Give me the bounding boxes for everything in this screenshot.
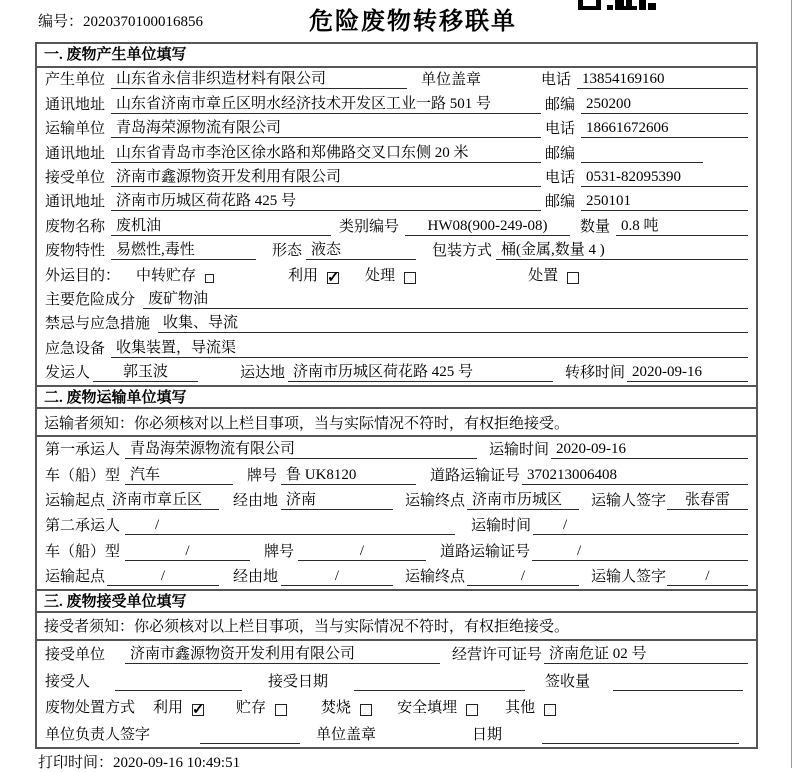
route-end-value: / bbox=[467, 568, 579, 586]
row-carrier2 bbox=[37, 513, 756, 538]
purpose-option-treat bbox=[365, 264, 416, 285]
signed-qty-label: 签收量 bbox=[545, 673, 591, 690]
transfer-time-value: 2020-09-16 bbox=[627, 364, 748, 382]
section2-header: 二. 废物运输单位填写 bbox=[37, 385, 756, 409]
landfill-checkbox bbox=[466, 704, 478, 716]
transporter-label: 运输单位 bbox=[45, 121, 106, 138]
equipment-label: 应急设备 bbox=[45, 340, 106, 357]
row-waste-properties bbox=[37, 239, 756, 263]
transporter-value: 青岛海荣源物流有限公司 bbox=[111, 116, 541, 138]
serial-label: 编号： bbox=[38, 14, 84, 30]
checkbox-label: 其他 bbox=[505, 700, 536, 717]
equipment-value: 收集装置，导流渠 bbox=[111, 336, 748, 358]
row-disposal-method bbox=[37, 694, 756, 721]
receiver-notice: 接受者须知：你必须核对以上栏目事项，当与实际情况不符时，有权拒绝接受。 bbox=[37, 613, 756, 641]
carrier-sign-label: 运输人签字 bbox=[591, 492, 667, 509]
responsible-sign-value bbox=[200, 727, 300, 744]
form-state-label: 形态 bbox=[272, 243, 303, 260]
purpose-label: 外运目的： bbox=[45, 267, 121, 284]
section3-header: 三. 废物接受单位填写 bbox=[37, 589, 756, 613]
purpose-option-storage bbox=[136, 264, 214, 285]
address-label: 通讯地址 bbox=[45, 145, 106, 162]
waste-name-value: 废机油 bbox=[111, 214, 331, 236]
page-title: 危险废物转移联单 bbox=[309, 9, 517, 35]
route-start-value: 济南市章丘区 bbox=[107, 488, 219, 510]
taboo-value: 收集、导流 bbox=[158, 311, 748, 333]
manifest-form-table bbox=[35, 42, 758, 749]
taboo-label: 禁忌与应急措施 bbox=[45, 316, 151, 333]
checkbox-label: 处置 bbox=[528, 267, 559, 284]
transport-time-value: / bbox=[533, 517, 748, 535]
disposal-option-landfill bbox=[397, 696, 478, 717]
receiver-address-value: 济南市历城区荷花路 425 号 bbox=[111, 189, 541, 211]
transporter-zip-value bbox=[581, 146, 703, 163]
transport-time-label: 运输时间 bbox=[471, 518, 532, 535]
road-license-value: 370213006408 bbox=[522, 467, 748, 485]
hazard-value: 废矿物油 bbox=[143, 287, 748, 309]
route-start-label: 运输起点 bbox=[45, 492, 106, 509]
carrier-sign-label: 运输人签字 bbox=[591, 568, 667, 585]
waste-props-value: 易燃性,毒性 bbox=[111, 238, 256, 260]
carrier1-label: 第一承运人 bbox=[45, 442, 121, 459]
carrier-sign-value: / bbox=[667, 568, 748, 586]
road-license-label: 道路运输证号 bbox=[430, 467, 521, 484]
row-transporter-address bbox=[37, 141, 756, 165]
other-checkbox bbox=[544, 704, 556, 716]
purpose-option-dispose bbox=[528, 264, 579, 285]
producer-zip-value: 250200 bbox=[581, 96, 748, 114]
dispatcher-label: 发运人 bbox=[45, 365, 91, 382]
checkbox-label: 贮存 bbox=[236, 700, 267, 717]
row-dispatcher bbox=[37, 361, 756, 385]
transport-time-label: 运输时间 bbox=[489, 442, 550, 459]
responsible-sign-label: 单位负责人签字 bbox=[45, 726, 151, 743]
checkbox-label: 利用 bbox=[153, 700, 184, 717]
row-transporter bbox=[37, 117, 756, 141]
plate-value: / bbox=[298, 543, 426, 561]
receiver-label: 接受单位 bbox=[45, 169, 106, 186]
carrier-sign-value: 张春雷 bbox=[667, 488, 748, 510]
print-time-value: 2020-09-16 10:49:51 bbox=[113, 755, 241, 771]
quantity-value: 0.8 吨 bbox=[616, 214, 748, 236]
address-label: 通讯地址 bbox=[45, 96, 106, 113]
signed-qty-value bbox=[613, 674, 743, 691]
accept-date-value bbox=[354, 674, 525, 691]
treat-checkbox bbox=[404, 272, 416, 284]
row-route1 bbox=[37, 488, 756, 513]
destination-value: 济南市历城区荷花路 425 号 bbox=[288, 360, 553, 382]
storage-checkbox bbox=[205, 274, 214, 283]
address-label: 通讯地址 bbox=[45, 194, 106, 211]
transfer-time-label: 转移时间 bbox=[565, 365, 626, 382]
utilize-checkbox bbox=[327, 272, 339, 284]
disposal-option-store bbox=[236, 696, 287, 717]
row-emergency-equipment bbox=[37, 336, 756, 360]
receiver-zip-value: 250101 bbox=[581, 193, 748, 211]
row-route2 bbox=[37, 564, 756, 589]
route-end-label: 运输终点 bbox=[405, 568, 466, 585]
carrier1-value: 青岛海荣源物流有限公司 bbox=[125, 437, 477, 459]
row-receiver-address bbox=[37, 190, 756, 214]
serial-value: 2020370100016856 bbox=[83, 14, 204, 30]
utilize-checkbox bbox=[192, 704, 204, 716]
packaging-label: 包装方式 bbox=[432, 243, 493, 260]
incinerate-checkbox bbox=[360, 704, 372, 716]
row-taboo-measures bbox=[37, 312, 756, 336]
form-state-value: 液态 bbox=[306, 238, 416, 260]
disposal-option-other bbox=[505, 696, 556, 717]
page-right-edge bbox=[791, 0, 792, 768]
vehicle-type-value: 汽车 bbox=[125, 463, 233, 485]
road-license-label: 道路运输证号 bbox=[440, 543, 531, 560]
vehicle-type-value: / bbox=[125, 543, 250, 561]
receiving-unit-value: 济南市鑫源物资开发利用有限公司 bbox=[125, 642, 440, 664]
producer-value: 山东省永信非织造材料有限公司 bbox=[111, 67, 407, 89]
phone-label: 电话 bbox=[545, 169, 576, 186]
transporter-notice: 运输者须知：你必须核对以上栏目事项，当与实际情况不符时，有权拒绝接受。 bbox=[37, 409, 756, 437]
waste-name-label: 废物名称 bbox=[45, 218, 106, 235]
waste-code-label: 类别编号 bbox=[339, 218, 400, 235]
row-producer bbox=[37, 68, 756, 92]
transporter-phone-value: 18661672606 bbox=[581, 120, 748, 138]
receiver-value: 济南市鑫源物资开发利用有限公司 bbox=[111, 165, 541, 187]
producer-phone-value: 13854169160 bbox=[577, 71, 748, 89]
purpose-option-utilize bbox=[288, 264, 339, 285]
sign-date-label: 日期 bbox=[472, 726, 503, 743]
row-producer-address bbox=[37, 92, 756, 116]
destination-label: 运达地 bbox=[240, 365, 286, 382]
producer-label: 产生单位 bbox=[45, 72, 106, 89]
producer-address-value: 山东省济南市章丘区明水经济技术开发区工业一路 501 号 bbox=[111, 92, 541, 114]
quantity-label: 数量 bbox=[580, 218, 611, 235]
plate-label: 牌号 bbox=[264, 543, 295, 560]
section1-header: 一. 废物产生单位填写 bbox=[37, 44, 756, 68]
acceptor-label: 接受人 bbox=[45, 673, 91, 690]
seal-label: 单位盖章 bbox=[421, 72, 482, 89]
zip-label: 邮编 bbox=[545, 145, 576, 162]
route-via-value: / bbox=[281, 568, 393, 586]
route-end-value: 济南市历城区 bbox=[467, 488, 579, 510]
store-checkbox bbox=[275, 704, 287, 716]
route-via-value: 济南 bbox=[281, 488, 393, 510]
receiver-phone-value: 0531-82095390 bbox=[581, 169, 748, 187]
vehicle-type-label: 车（船）型 bbox=[45, 543, 121, 560]
route-start-value: / bbox=[107, 568, 219, 586]
zip-label: 邮编 bbox=[545, 96, 576, 113]
print-time bbox=[38, 751, 240, 772]
dispose-checkbox bbox=[567, 272, 579, 284]
zip-label: 邮编 bbox=[545, 194, 576, 211]
row-receiver bbox=[37, 166, 756, 190]
disposal-label: 废物处置方式 bbox=[45, 700, 136, 717]
row-carrier1 bbox=[37, 437, 756, 462]
qr-code-fragment bbox=[578, 0, 656, 10]
row-waste-name bbox=[37, 214, 756, 238]
business-license-value: 济南危证 02 号 bbox=[544, 642, 748, 664]
dispatcher-value: 郭玉波 bbox=[93, 360, 198, 382]
row-transfer-purpose bbox=[37, 263, 756, 287]
checkbox-label: 处理 bbox=[365, 267, 396, 284]
checkbox-label: 焚烧 bbox=[321, 700, 352, 717]
phone-label: 电话 bbox=[545, 121, 576, 138]
receiving-unit-label: 接受单位 bbox=[45, 647, 106, 664]
route-end-label: 运输终点 bbox=[405, 492, 466, 509]
row-receiving-unit bbox=[37, 641, 756, 668]
row-hazard-components bbox=[37, 288, 756, 312]
disposal-option-incinerate bbox=[321, 696, 372, 717]
waste-props-label: 废物特性 bbox=[45, 243, 106, 260]
route-via-label: 经由地 bbox=[233, 568, 279, 585]
hazard-label: 主要危险成分 bbox=[45, 291, 136, 308]
plate-label: 牌号 bbox=[247, 467, 278, 484]
route-start-label: 运输起点 bbox=[45, 568, 106, 585]
unit-seal-label: 单位盖章 bbox=[316, 726, 377, 743]
waste-code-value: HW08(900-249-08) bbox=[405, 218, 570, 236]
row-acceptor bbox=[37, 667, 756, 694]
accept-date-label: 接受日期 bbox=[268, 673, 329, 690]
sign-date-value bbox=[542, 727, 739, 744]
row-vehicle2 bbox=[37, 538, 756, 563]
transporter-address-value: 山东省青岛市李沧区徐水路和郑佛路交叉口东侧 20 米 bbox=[111, 141, 541, 163]
acceptor-value bbox=[115, 674, 242, 691]
checkbox-label: 利用 bbox=[288, 267, 319, 284]
road-license-value: / bbox=[532, 543, 748, 561]
print-time-label: 打印时间： bbox=[38, 755, 114, 771]
transport-time-value: 2020-09-16 bbox=[551, 441, 748, 459]
checkbox-label: 中转贮存 bbox=[136, 267, 197, 284]
route-via-label: 经由地 bbox=[233, 492, 279, 509]
packaging-value: 桶(金属,数量 4 ) bbox=[496, 238, 748, 260]
carrier2-label: 第二承运人 bbox=[45, 518, 121, 535]
business-license-label: 经营许可证号 bbox=[452, 647, 543, 664]
plate-value: 鲁 UK8120 bbox=[281, 463, 416, 485]
checkbox-label: 安全填埋 bbox=[397, 700, 458, 717]
vehicle-type-label: 车（船）型 bbox=[45, 467, 121, 484]
row-vehicle1 bbox=[37, 462, 756, 487]
disposal-option-utilize bbox=[153, 696, 204, 717]
row-signoff bbox=[37, 720, 756, 747]
carrier2-value: / bbox=[125, 517, 455, 535]
phone-label: 电话 bbox=[541, 72, 572, 89]
